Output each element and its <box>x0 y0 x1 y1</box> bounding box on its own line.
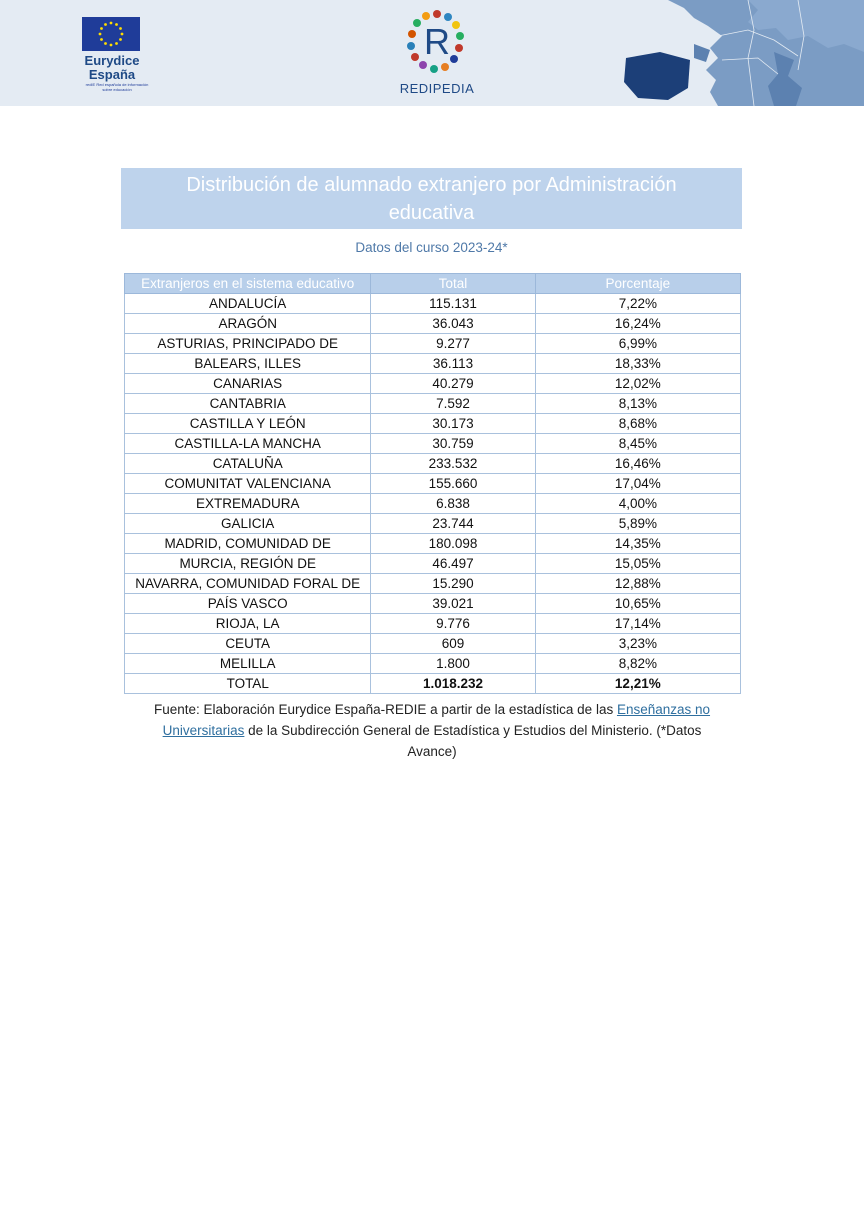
table-row <box>125 614 741 634</box>
total-cell: 46.497 <box>371 554 535 574</box>
percentage-cell: 16,46% <box>535 454 740 474</box>
percentage-cell: 8,13% <box>535 394 740 414</box>
total-cell: 155.660 <box>371 474 535 494</box>
column-header-percentage: Porcentaje <box>535 274 740 294</box>
region-cell: ANDALUCÍA <box>125 294 371 314</box>
percentage-cell: 8,82% <box>535 654 740 674</box>
table-row <box>125 534 741 554</box>
percentage-cell: 4,00% <box>535 494 740 514</box>
region-cell: CEUTA <box>125 634 371 654</box>
table-row <box>125 634 741 654</box>
region-cell: EXTREMADURA <box>125 494 371 514</box>
percentage-cell: 8,45% <box>535 434 740 454</box>
region-cell: CASTILLA-LA MANCHA <box>125 434 371 454</box>
eu-flag-icon <box>82 17 140 51</box>
table-row <box>125 514 741 534</box>
region-cell: CANARIAS <box>125 374 371 394</box>
region-cell: MELILLA <box>125 654 371 674</box>
table-title-banner <box>121 168 742 229</box>
region-cell: CASTILLA Y LEÓN <box>125 414 371 434</box>
table-row <box>125 554 741 574</box>
region-cell: RIOJA, LA <box>125 614 371 634</box>
total-cell: 115.131 <box>371 294 535 314</box>
source-link[interactable]: Enseñanzas no Universitarias <box>162 702 711 738</box>
percentage-cell: 8,68% <box>535 414 740 434</box>
eurydice-logo[interactable] <box>82 17 149 92</box>
percentage-cell: 5,89% <box>535 514 740 534</box>
table-row <box>125 314 741 334</box>
table-row <box>125 374 741 394</box>
column-header-total: Total <box>371 274 535 294</box>
table-row <box>125 654 741 674</box>
region-cell: COMUNITAT VALENCIANA <box>125 474 371 494</box>
percentage-cell: 18,33% <box>535 354 740 374</box>
table-title: Distribución de alumnado extranjero por Administración educativa <box>186 173 677 224</box>
region-cell: PAÍS VASCO <box>125 594 371 614</box>
table-row <box>125 474 741 494</box>
total-cell: 40.279 <box>371 374 535 394</box>
percentage-cell: 12,88% <box>535 574 740 594</box>
table-row <box>125 414 741 434</box>
total-cell: 6.838 <box>371 494 535 514</box>
region-cell: MADRID, COMUNIDAD DE <box>125 534 371 554</box>
total-row-total: 1.018.232 <box>371 674 535 694</box>
eurydice-name-line1: Eurydice <box>84 53 140 68</box>
eurydice-tagline: redIE Red española de información sobre educación <box>85 82 149 92</box>
redipedia-letter: R <box>424 21 450 62</box>
total-row-label: TOTAL <box>125 674 371 694</box>
region-cell: MURCIA, REGIÓN DE <box>125 554 371 574</box>
total-cell: 9.776 <box>371 614 535 634</box>
percentage-cell: 14,35% <box>535 534 740 554</box>
table-row <box>125 434 741 454</box>
total-row-percentage: 12,21% <box>535 674 740 694</box>
total-cell: 1.800 <box>371 654 535 674</box>
region-cell: BALEARS, ILLES <box>125 354 371 374</box>
table-row <box>125 574 741 594</box>
percentage-cell: 17,04% <box>535 474 740 494</box>
table-row <box>125 394 741 414</box>
total-cell: 36.043 <box>371 314 535 334</box>
region-cell: CATALUÑA <box>125 454 371 474</box>
total-cell: 39.021 <box>371 594 535 614</box>
table-row <box>125 354 741 374</box>
percentage-cell: 3,23% <box>535 634 740 654</box>
source-suffix: de la Subdirección General de Estadística y Estudios del Ministerio. (*Datos Avance) <box>244 723 702 759</box>
total-cell: 180.098 <box>371 534 535 554</box>
table-total-row <box>125 674 741 694</box>
table-row <box>125 334 741 354</box>
percentage-cell: 7,22% <box>535 294 740 314</box>
redipedia-emblem-icon <box>399 8 475 80</box>
column-header-region: Extranjeros en el sistema educativo <box>125 274 371 294</box>
total-cell: 7.592 <box>371 394 535 414</box>
total-cell: 9.277 <box>371 334 535 354</box>
total-cell: 609 <box>371 634 535 654</box>
header-banner <box>0 0 864 106</box>
total-cell: 36.113 <box>371 354 535 374</box>
percentage-cell: 15,05% <box>535 554 740 574</box>
region-cell: CANTABRIA <box>125 394 371 414</box>
table-row <box>125 454 741 474</box>
total-cell: 23.744 <box>371 514 535 534</box>
eurydice-name <box>82 54 142 82</box>
europe-map-image <box>598 0 864 106</box>
percentage-cell: 6,99% <box>535 334 740 354</box>
table-row <box>125 294 741 314</box>
percentage-cell: 10,65% <box>535 594 740 614</box>
region-cell: ASTURIAS, PRINCIPADO DE <box>125 334 371 354</box>
table-subtitle: Datos del curso 2023-24* <box>355 240 508 255</box>
foreign-students-table <box>124 273 741 694</box>
total-cell: 15.290 <box>371 574 535 594</box>
redipedia-name: REDIPEDIA <box>399 81 475 96</box>
region-cell: ARAGÓN <box>125 314 371 334</box>
total-cell: 233.532 <box>371 454 535 474</box>
region-cell: NAVARRA, COMUNIDAD FORAL DE <box>125 574 371 594</box>
table-row <box>125 494 741 514</box>
percentage-cell: 16,24% <box>535 314 740 334</box>
percentage-cell: 17,14% <box>535 614 740 634</box>
total-cell: 30.759 <box>371 434 535 454</box>
eurydice-name-line2: España <box>88 67 136 82</box>
source-note <box>138 699 726 762</box>
source-prefix: Fuente: Elaboración Eurydice España-REDIE a partir de la estadística de las <box>153 702 617 717</box>
total-cell: 30.173 <box>371 414 535 434</box>
table-header-row <box>125 274 741 294</box>
region-cell: GALICIA <box>125 514 371 534</box>
redipedia-logo[interactable] <box>395 8 479 96</box>
table-row <box>125 594 741 614</box>
percentage-cell: 12,02% <box>535 374 740 394</box>
